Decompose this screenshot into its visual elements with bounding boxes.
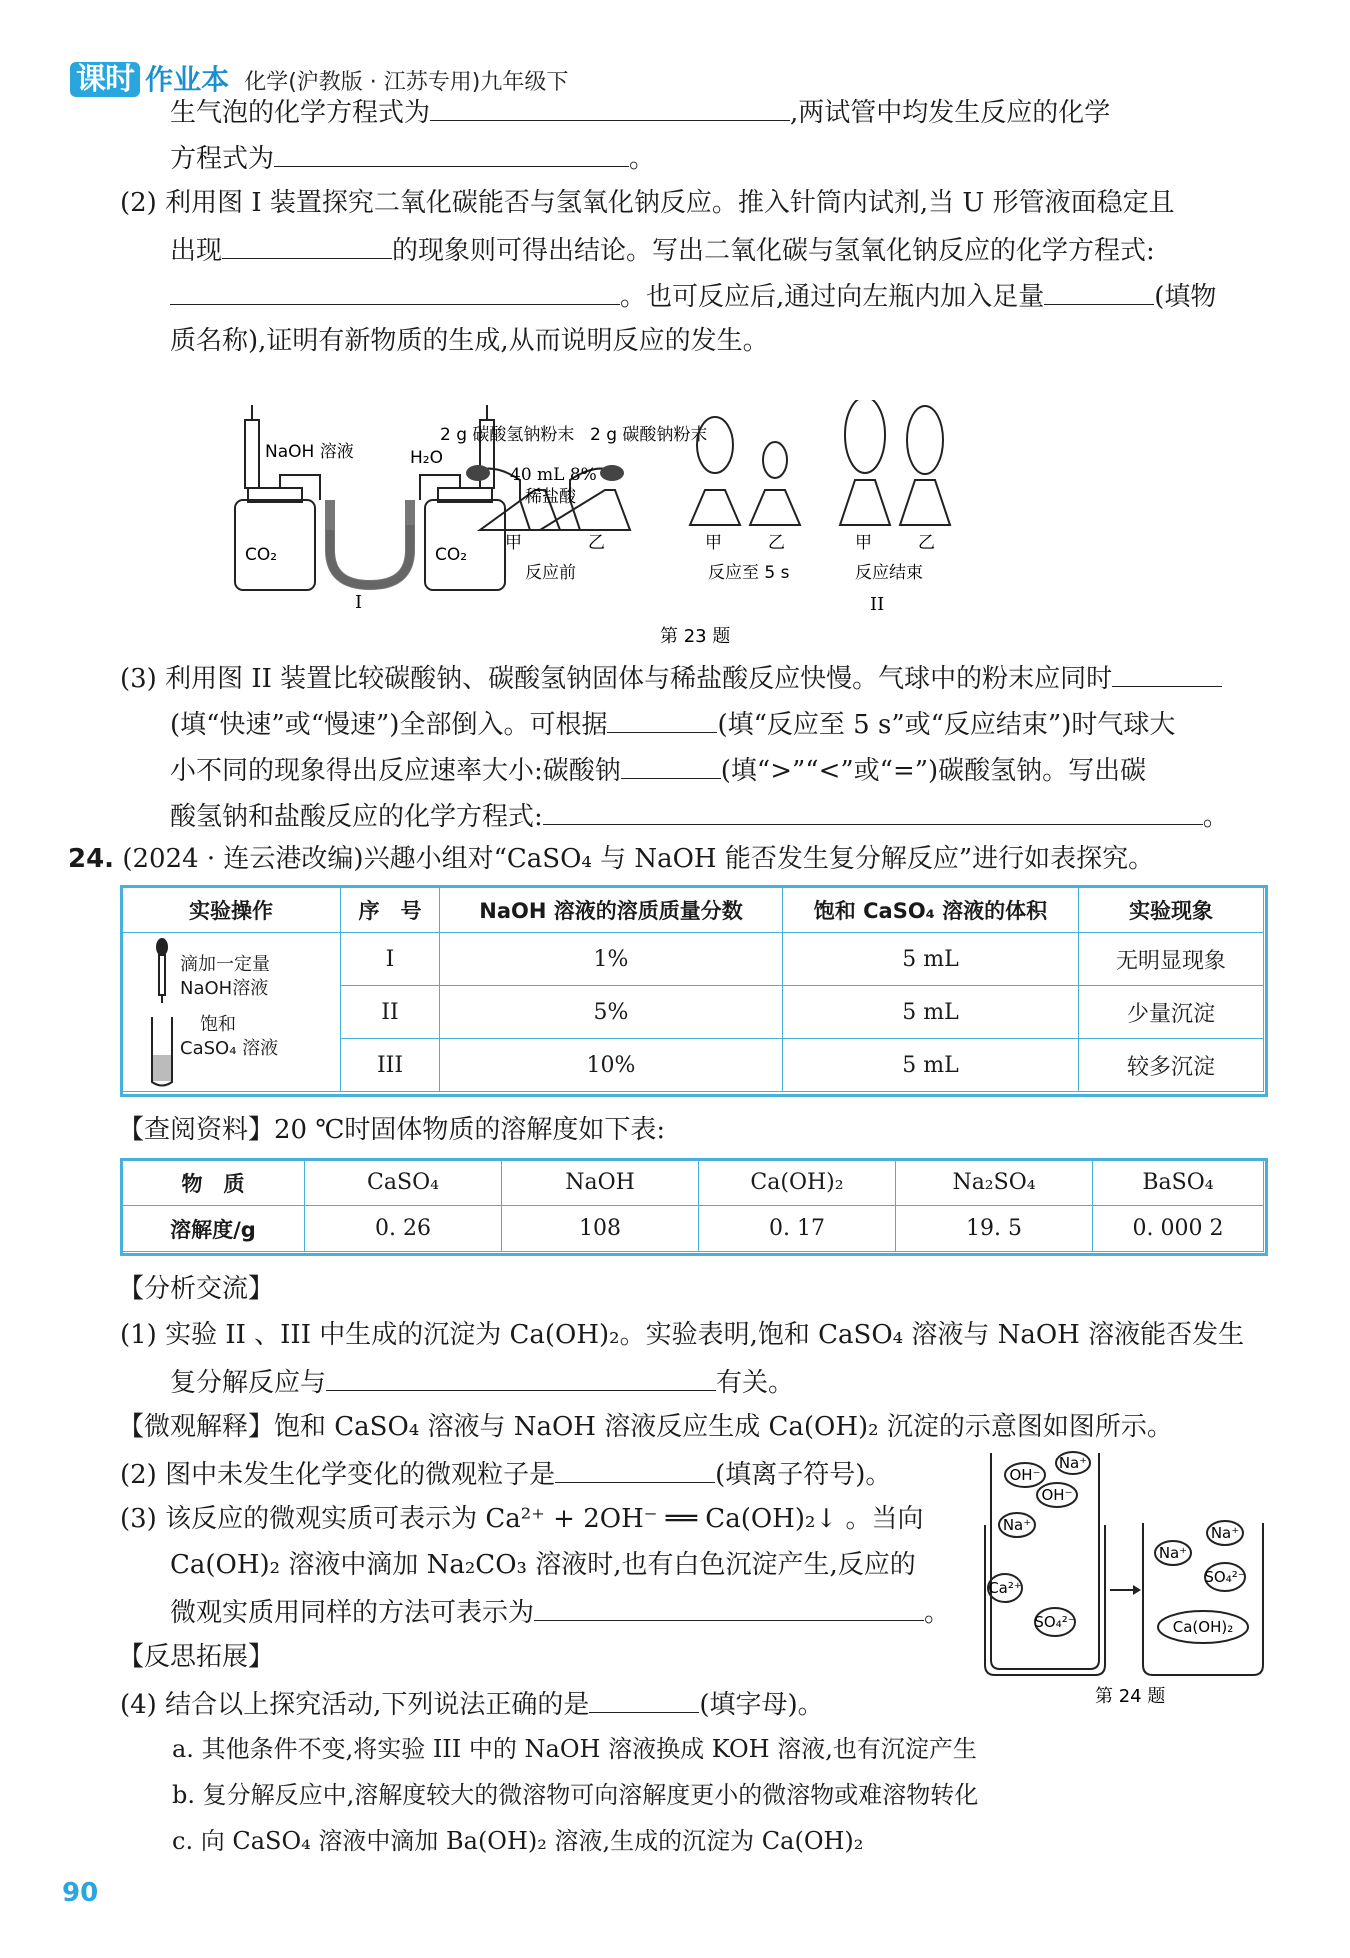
text: 小不同的现象得出反应速率大小:碳酸钠 <box>170 756 621 786</box>
micro-heading: 【微观解释】饱和 CaSO₄ 溶液与 NaOH 溶液反应生成 Ca(OH)₂ 沉淀的示意图如图所示。 <box>118 1412 1173 1442</box>
answer-blank[interactable] <box>1112 660 1222 687</box>
figure-24 <box>975 1445 1275 1710</box>
ion-na-2: Na⁺ <box>1002 1516 1032 1534</box>
q24-a3-line1: (3) 该反应的微观实质可表示为 Ca²⁺ + 2OH⁻ ══ Ca(OH)₂↓ 。当向 <box>120 1504 924 1534</box>
solubility-value: 0. 26 <box>305 1206 502 1252</box>
at5s-label: 反应至 5 s <box>708 563 790 583</box>
answer-blank[interactable] <box>1044 278 1154 305</box>
q24-a3-line2: Ca(OH)₂ 溶液中滴加 Na₂CO₃ 溶液时,也有白色沉淀产生,反应的 <box>170 1550 916 1580</box>
q24-a1-line1: (1) 实验 II 、III 中生成的沉淀为 Ca(OH)₂。实验表明,饱和 CaSO₄ 溶液与 NaOH 溶液能否发生 <box>120 1320 1245 1350</box>
text: (填“快速”或“慢速”)全部倒入。可根据 <box>170 710 608 740</box>
option-c: c. 向 CaSO₄ 溶液中滴加 Ba(OH)₂ 溶液,生成的沉淀为 Ca(OH)₂ <box>172 1827 864 1855</box>
answer-blank[interactable] <box>222 232 392 259</box>
row-vol: 5 mL <box>783 933 1079 986</box>
text: 的现象则可得出结论。写出二氧化碳与氢氧化钠反应的化学方程式: <box>392 236 1155 266</box>
row-no: I <box>341 933 440 986</box>
substance-name: NaOH <box>502 1160 699 1206</box>
answer-blank[interactable] <box>607 706 717 733</box>
yi-1: 乙 <box>588 533 605 553</box>
op-text-1: 滴加一定量 <box>180 954 270 975</box>
solubility-value: 0. 000 2 <box>1093 1206 1264 1252</box>
powder2-label: 2 g 碳酸钠粉末 <box>590 425 708 445</box>
th-observation: 实验现象 <box>1079 887 1264 933</box>
page-header <box>70 54 568 98</box>
ion-na-1: Na⁺ <box>1058 1454 1088 1472</box>
answer-blank[interactable] <box>534 1594 924 1621</box>
text: 生气泡的化学方程式为 <box>170 98 431 128</box>
answer-blank[interactable] <box>621 752 721 779</box>
ion-na-4: Na⁺ <box>1210 1524 1240 1542</box>
question-number: 24. <box>68 844 115 874</box>
th-caso4-volume: 饱和 CaSO₄ 溶液的体积 <box>783 887 1079 933</box>
ion-so4-1: SO₄²⁻ <box>1034 1613 1076 1631</box>
q24-a2 <box>120 1456 891 1492</box>
q23-p2-line1: (2) 利用图 I 装置探究二氧化碳能否与氢氧化钠反应。推入针筒内试剂,当 U 形管液面稳定且 <box>120 188 1175 218</box>
answer-blank[interactable] <box>274 140 629 167</box>
q23-p2-line2 <box>170 232 1155 268</box>
q24-a3-line3 <box>170 1594 950 1630</box>
op-text-4: CaSO₄ 溶液 <box>180 1038 279 1059</box>
ion-oh-2: OH⁻ <box>1041 1486 1073 1504</box>
text: (2024 · 连云港改编)兴趣小组对“CaSO₄ 与 NaOH 能否发生复分解反应”进行如表探究。 <box>122 844 1155 874</box>
book-subject: 化学(沪教版 · 江苏专用)九年级下 <box>244 70 569 95</box>
solubility-value: 19. 5 <box>896 1206 1093 1252</box>
text: 复分解反应与 <box>170 1368 327 1398</box>
text: 。 <box>629 144 656 174</box>
figure-caption-24: 第 24 题 <box>1095 1686 1166 1707</box>
q24-a1-line2 <box>170 1364 794 1400</box>
substance-name: Na₂SO₄ <box>896 1160 1093 1206</box>
jia-1: 甲 <box>505 533 522 553</box>
text: (4) 结合以上探究活动,下列说法正确的是 <box>120 1690 590 1720</box>
solubility-table <box>121 1159 1264 1252</box>
text: 出现 <box>170 236 223 266</box>
powder-left <box>466 465 490 481</box>
row-vol: 5 mL <box>783 1039 1079 1092</box>
solubility-value: 108 <box>502 1206 699 1252</box>
answer-blank[interactable] <box>326 1364 716 1391</box>
substance-name: CaSO₄ <box>305 1160 502 1206</box>
reference-heading: 【查阅资料】20 ℃时固体物质的溶解度如下表: <box>118 1115 666 1145</box>
text: 方程式为 <box>170 144 275 174</box>
table-row <box>122 1160 1264 1206</box>
operation-cell <box>122 933 341 1092</box>
row-no: II <box>341 986 440 1039</box>
reflect-heading: 【反思拓展】 <box>118 1642 275 1672</box>
q24-a4 <box>120 1686 824 1722</box>
option-b: b. 复分解反应中,溶解度较大的微溶物可向溶解度更小的微溶物或难溶物转化 <box>172 1781 979 1809</box>
q23-p3-line3 <box>170 752 1146 788</box>
q23-p3-line1 <box>120 660 1222 696</box>
ion-so4-2: SO₄²⁻ <box>1204 1568 1246 1586</box>
text: 。 <box>924 1598 951 1628</box>
answer-blank[interactable] <box>589 1686 699 1713</box>
acid2-label: 稀盐酸 <box>525 487 576 507</box>
row-no: III <box>341 1039 440 1092</box>
q23-line1 <box>170 94 1110 130</box>
fig2-label: II <box>870 594 885 615</box>
text: 微观实质用同样的方法可表示为 <box>170 1598 535 1628</box>
row-frac: 5% <box>440 986 783 1039</box>
substance-name: Ca(OH)₂ <box>699 1160 896 1206</box>
row-vol: 5 mL <box>783 986 1079 1039</box>
before-label: 反应前 <box>525 563 576 583</box>
th-operation: 实验操作 <box>122 887 341 933</box>
text: (3) 利用图 II 装置比较碳酸钠、碳酸氢钠固体与稀盐酸反应快慢。气球中的粉末应同时 <box>120 664 1113 694</box>
co2-left-label: CO₂ <box>245 545 278 565</box>
text: (填物 <box>1154 282 1217 312</box>
text: (填字母)。 <box>699 1690 824 1720</box>
op-text-3: 饱和 <box>200 1014 236 1035</box>
text: 酸氢钠和盐酸反应的化学方程式: <box>170 802 543 832</box>
answer-blank[interactable] <box>555 1456 715 1483</box>
h2o-label: H₂O <box>410 448 443 468</box>
th-number: 序 号 <box>341 887 440 933</box>
q23-p3-line4 <box>170 798 1229 834</box>
label-solubility: 溶解度/g <box>122 1206 305 1252</box>
ion-oh-1: OH⁻ <box>1009 1466 1041 1484</box>
analysis-heading: 【分析交流】 <box>118 1274 275 1304</box>
q23-p2-line4: 质名称),证明有新物质的生成,从而说明反应的发生。 <box>170 326 769 356</box>
text: 有关。 <box>716 1368 795 1398</box>
table-row <box>122 1206 1264 1252</box>
label-substance: 物 质 <box>122 1160 305 1206</box>
figure-caption-23: 第 23 题 <box>660 626 731 647</box>
experiment-table <box>121 886 1264 1092</box>
acid1-label: 40 mL 8% <box>510 465 597 485</box>
q23-p2-line3 <box>170 278 1216 314</box>
row-obs: 较多沉淀 <box>1079 1039 1264 1092</box>
op-text-2: NaOH溶液 <box>180 978 269 999</box>
series-badge: 课时 <box>70 62 140 97</box>
text: (填离子符号)。 <box>715 1460 892 1490</box>
figure-23 <box>220 400 1160 660</box>
text: (填“反应至 5 s”或“反应结束”)时气球大 <box>717 710 1176 740</box>
jia-2: 甲 <box>705 533 722 553</box>
q23-line2 <box>170 140 655 176</box>
option-a: a. 其他条件不变,将实验 III 中的 NaOH 溶液换成 KOH 溶液,也有沉淀产生 <box>172 1735 977 1763</box>
row-frac: 10% <box>440 1039 783 1092</box>
text: ,两试管中均发生反应的化学 <box>790 98 1111 128</box>
q23-p3-line2 <box>170 706 1175 742</box>
solubility-value: 0. 17 <box>699 1206 896 1252</box>
ion-ca: Ca²⁺ <box>988 1579 1022 1597</box>
naoh-label: NaOH 溶液 <box>265 442 354 462</box>
page-number: 90 <box>62 1878 99 1908</box>
substance-name: BaSO₄ <box>1093 1160 1264 1206</box>
precipitate-caoh2: Ca(OH)₂ <box>1172 1618 1234 1636</box>
jia-3: 甲 <box>855 533 872 553</box>
q24-intro <box>68 842 1154 876</box>
powder1-label: 2 g 碳酸氢钠粉末 <box>440 425 575 445</box>
yi-3: 乙 <box>918 533 935 553</box>
answer-blank[interactable] <box>170 278 620 305</box>
text: 。 <box>1202 802 1229 832</box>
text: (填“>”“<”或“=”)碳酸氢钠。写出碳 <box>720 756 1147 786</box>
series-title: 作业本 <box>145 63 230 96</box>
th-naoh-fraction: NaOH 溶液的溶质质量分数 <box>440 887 783 933</box>
yi-2: 乙 <box>768 533 785 553</box>
fig1-label: I <box>355 592 363 613</box>
powder-right <box>600 465 624 481</box>
co2-right-label: CO₂ <box>435 545 468 565</box>
answer-blank[interactable] <box>430 94 790 121</box>
row-frac: 1% <box>440 933 783 986</box>
table-row <box>122 933 1264 986</box>
row-obs: 少量沉淀 <box>1079 986 1264 1039</box>
row-obs: 无明显现象 <box>1079 933 1264 986</box>
end-label: 反应结束 <box>855 563 923 583</box>
reaction-arrow-icon <box>1110 1585 1141 1595</box>
text: (2) 图中未发生化学变化的微观粒子是 <box>120 1460 556 1490</box>
answer-blank[interactable] <box>543 798 1203 825</box>
ion-na-3: Na⁺ <box>1158 1544 1188 1562</box>
text: 。也可反应后,通过向左瓶内加入足量 <box>620 282 1045 312</box>
